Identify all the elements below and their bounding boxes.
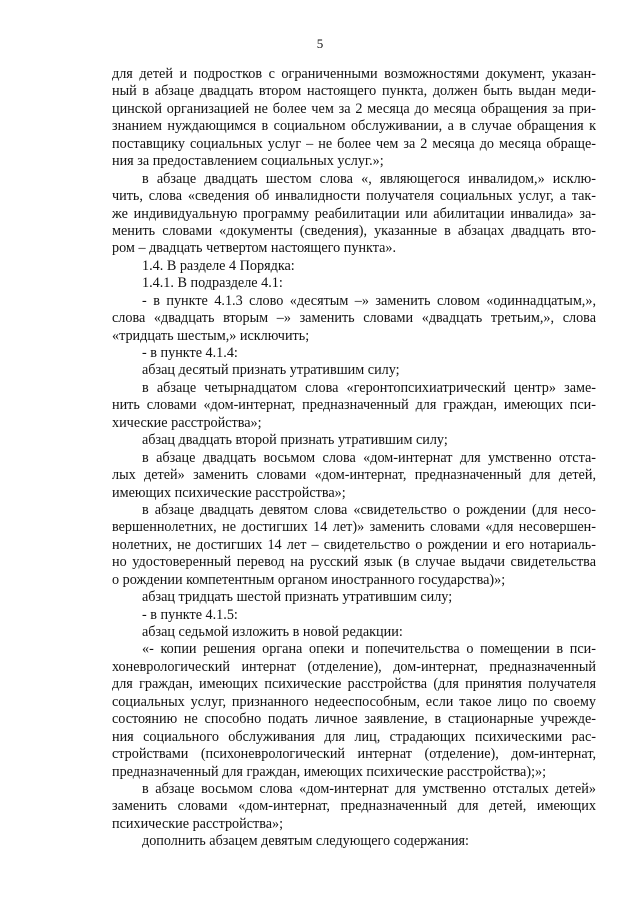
text-line: же индивидуальную программу реабилитации или абилитации инвалида» за- <box>112 205 596 222</box>
text-line: абзац десятый признать утратившим силу; <box>142 362 400 379</box>
text-line: но удостоверенный перевод на русский язык (в случае выдачи свидетельства <box>112 554 596 571</box>
text-line: абзац двадцать второй признать утратившим силу; <box>142 432 448 449</box>
text-line: имеющих психические расстройства»; <box>112 484 346 501</box>
text-line: вершеннолетних, не достигших 14 лет)» заменить словами «для несовершен- <box>112 519 596 536</box>
text-line: хические расстройства»; <box>112 414 262 431</box>
text-line: цинской организацией не более чем за 2 месяца до месяца обращения за при- <box>112 100 596 117</box>
text-line: 1.4. В разделе 4 Порядка: <box>142 257 295 274</box>
text-line: состоянию не способно подать личное заявление, в стационарные учрежде- <box>112 711 596 728</box>
text-line: хоневрологический интернат (отделение), дом-интернат, предназначенный <box>112 658 596 675</box>
text-line: в абзаце двадцать шестом слова «, являющегося инвалидом,» исклю- <box>142 170 596 187</box>
text-line: заменить словами «дом-интернат, предназначенный для детей, имеющих <box>112 798 596 815</box>
text-line: поставщику социальных услуг – не более чем за 2 месяца до месяца обраще- <box>112 135 596 152</box>
text-line: - в пункте 4.1.3 слово «десятым –» заменить словом «одиннадцатым,», <box>142 292 596 309</box>
text-line: психические расстройства»; <box>112 815 284 832</box>
text-line: абзац тридцать шестой признать утратившим силу; <box>142 589 453 606</box>
text-line: дополнить абзацем девятым следующего содержания: <box>142 833 470 850</box>
text-line: знанием нуждающимся в социальном обслуживании, а в случае обращения к <box>112 118 596 135</box>
text-line: менить словами «документы (сведения), указанные в абзацах двадцать вто- <box>112 222 596 239</box>
text-line: в абзаце четырнадцатом слова «геронтопсихиатрический центр» заме- <box>142 379 596 396</box>
text-line: слова «двадцать вторым –» заменить словами «двадцать третьим,», слова <box>112 310 596 327</box>
text-line: в абзаце двадцать девятом слова «свидетельство о рождении (для несо- <box>142 501 596 518</box>
text-line: чить, слова «сведения об инвалидности получателя социальных услуг, а так- <box>112 188 596 205</box>
text-line: ром – двадцать четвертом настоящего пункта». <box>112 240 397 257</box>
text-line: абзац седьмой изложить в новой редакции: <box>142 624 403 640</box>
text-line: ния социального обслуживания для лиц, страдающих психическими рас- <box>112 728 596 745</box>
page-number: 5 <box>316 36 324 51</box>
text-line: нить словами «дом-интернат, предназначенный для граждан, имеющих пси- <box>112 397 596 414</box>
text-line: о рождении компетентным органом иностранного государства)»; <box>112 571 506 588</box>
text-line: «- копии решения органа опеки и попечительства о помещении в пси- <box>142 641 596 658</box>
text-line: ный в абзаце двадцать втором настоящего пункта, должен быть выдан меди- <box>112 83 596 100</box>
text-line: предназначенный для граждан, имеющих психические расстройства);»; <box>112 763 547 780</box>
text-line: - в пункте 4.1.5: <box>142 606 238 623</box>
text-line: ния за предоставлением социальных услуг.»; <box>112 153 384 170</box>
text-line: лых детей» заменить словами «дом-интернат, предназначенный для детей, <box>112 467 596 484</box>
text-line: 1.4.1. В подразделе 4.1: <box>142 275 283 292</box>
text-line: - в пункте 4.1.4: <box>142 345 238 361</box>
document-body <box>112 66 596 851</box>
text-line: в абзаце двадцать восьмом слова «дом-интернат для умственно отста- <box>142 449 596 466</box>
text-line: стройствами (психоневрологический интернат (отделение), дом-интернат, <box>112 746 596 763</box>
text-line: для детей и подростков с ограниченными возможностями документ, указан- <box>112 66 596 82</box>
text-line: нолетних, не достигших 14 лет – свидетельство о рождении и его нотариаль- <box>112 536 596 553</box>
text-line: в абзаце восьмом слова «дом-интернат для умственно отсталых детей» <box>142 780 596 797</box>
text-line: «тридцать шестым,» исключить; <box>112 327 310 344</box>
text-line: для граждан, имеющих психические расстройства (для принятия получателя <box>112 676 596 693</box>
text-line: социальных услуг, признанного недееспособным, если такое лицо по своему <box>112 693 596 710</box>
